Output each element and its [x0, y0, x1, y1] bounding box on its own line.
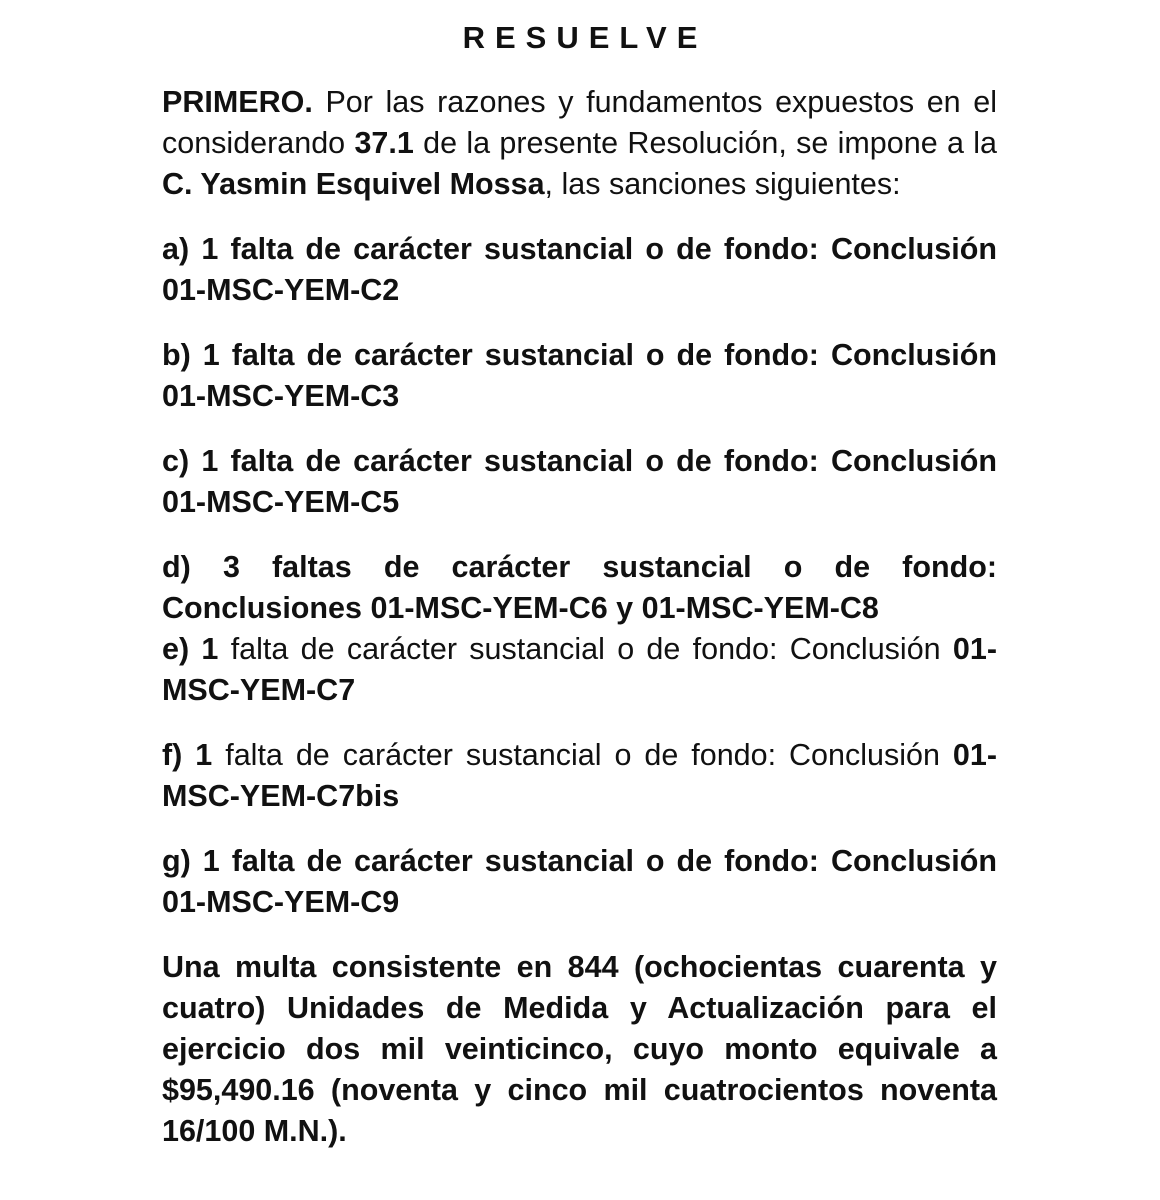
item-marker: d)	[162, 550, 191, 584]
item-marker: b)	[162, 338, 191, 372]
item-marker: g)	[162, 844, 191, 878]
sanction-item-c	[162, 441, 997, 523]
item-text: 1 falta de carácter sustancial o de fondo: Conclusión 01-MSC-YEM-C3	[162, 338, 997, 413]
resolution-heading: RESUELVE	[462, 20, 708, 55]
primero-text-3: , las sanciones siguientes:	[544, 167, 901, 201]
item-text: 1 falta de carácter sustancial o de fondo: Conclusión 01-MSC-YEM-C2	[162, 232, 997, 307]
item-text: 3 faltas de carácter sustancial o de fondo: Conclusiones 01-MSC-YEM-C6 y 01-MSC-YEM-C8	[162, 550, 997, 625]
item-text: 1 falta de carácter sustancial o de fondo: Conclusión 01-MSC-YEM-C5	[162, 444, 997, 519]
primero-label: PRIMERO.	[162, 85, 313, 119]
item-marker: f)	[162, 738, 183, 772]
sanction-item-f	[162, 735, 997, 817]
document-body	[162, 82, 997, 1152]
item-text: falta de carácter sustancial o de fondo: Conclusión	[230, 632, 941, 666]
item-marker: e)	[162, 632, 190, 666]
item-text: 1 falta de carácter sustancial o de fondo: Conclusión 01-MSC-YEM-C9	[162, 844, 997, 919]
sanction-item-e	[162, 629, 997, 711]
item-count: 1	[195, 738, 213, 772]
fine-paragraph: Una multa consistente en 844 (ochocientas cuarenta y cuatro) Unidades de Medida y Actualización para el ejercicio dos mil veinticinco, cuyo monto equivale a $95,490.16 (noventa y cinco mil cuatrocientos noventa 16/100 M.N.).	[162, 950, 997, 1148]
primero-paragraph	[162, 82, 997, 205]
sanction-item-b	[162, 335, 997, 417]
item-marker: c)	[162, 444, 190, 478]
sanction-item-g	[162, 841, 997, 923]
person-name: C. Yasmin Esquivel Mossa	[162, 167, 545, 201]
item-code: 01-MSC-YEM-C7bis	[162, 738, 997, 813]
considerando-ref: 37.1	[354, 126, 414, 160]
item-marker: a)	[162, 232, 190, 266]
sanction-item-d	[162, 547, 997, 629]
primero-text-1: Por las razones y fundamentos expuestos en el considerando	[162, 85, 997, 160]
primero-text-2: de la presente Resolución, se impone a la	[423, 126, 997, 160]
item-code: 01-MSC-YEM-C7	[162, 632, 998, 707]
sanction-item-a	[162, 229, 997, 311]
item-count: 1	[201, 632, 219, 666]
item-text: falta de carácter sustancial o de fondo: Conclusión	[225, 738, 940, 772]
